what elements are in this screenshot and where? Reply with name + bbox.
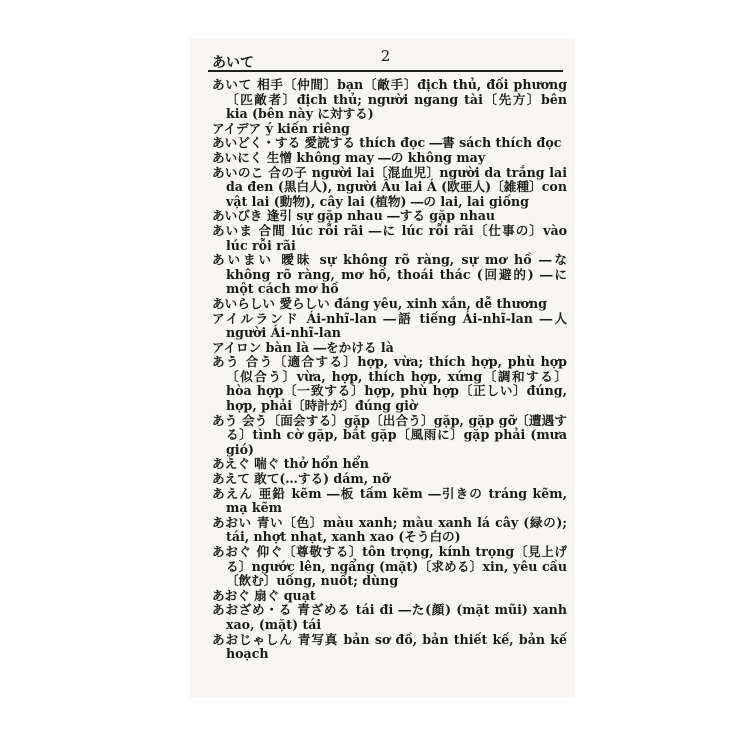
- dictionary-entry: あおぐ 仰ぐ〔尊敬する〕tôn trọng, kính trọng〔見上げる〕ngước lên, ngẩng (mặt)〔求める〕xin, yêu cầu〔飲む〕uống, nuốt; dùng: [212, 544, 567, 589]
- dictionary-entry: あいらしい 愛らしい đáng yêu, xinh xắn, dễ thương: [212, 295, 547, 311]
- page-number: 2: [380, 47, 391, 65]
- dictionary-entry: あえん 亜鉛 kẽm ―板 tấm kẽm ―引きの tráng kẽm, mạ kẽm: [212, 485, 567, 516]
- entry-list: [212, 78, 567, 662]
- dictionary-entry: あいのこ 合の子 người lai〔混血児〕người da trắng lai da đen (黒白人), người Âu lai Á (欧亜人)〔雑種〕con vật lai (動物), cây lai (植物) ―の lai, lai giống: [212, 164, 567, 209]
- dictionary-entry: あえぐ 喘ぐ thở hổn hển: [212, 456, 369, 472]
- dictionary-entry: あおざめ・る 青ざめる tái đi ―た(顔) (mặt mũi) xanh xao, (mặt) tái: [212, 602, 567, 632]
- dictionary-entry: あおぐ 扇ぐ quạt: [212, 587, 316, 603]
- dictionary-page: [190, 38, 575, 698]
- dictionary-entry: あいどく・する 愛読する thích đọc ―書 sách thích đọc: [212, 135, 562, 151]
- dictionary-entry: あいて 相手〔仲間〕bạn〔敵手〕địch thủ, đối phương〔匹敵者〕địch thủ; người ngang tài〔先方〕bên kia (bên này に対する): [212, 77, 567, 122]
- dictionary-entry: あいまい 曖昧 sự không rõ ràng, sự mơ hồ ―な không rõ ràng, mơ hồ, thoái thác (回避的) ―に một cách mơ hồ: [212, 252, 567, 297]
- running-head: あいて: [212, 55, 254, 71]
- dictionary-entry: あえて 敢て(…する) dám, nỡ: [212, 471, 391, 487]
- dictionary-entry: あう 会う〔面会する〕gặp〔出合う〕gặp, gặp gỡ〔遭遇する〕tình cờ gặp, bắt gặp〔風雨に〕gặp phải (mưa gió): [212, 412, 567, 457]
- dictionary-entry: アイルランド Ái-nhĩ-lan ―語 tiếng Ái-nhĩ-lan ―人 người Ái-nhĩ-lan: [212, 310, 567, 341]
- dictionary-entry: あいにく 生憎 không may ―の không may: [212, 149, 486, 165]
- dictionary-entry: あいま 合間 lúc rỗi rãi ―に lúc rỗi rãi〔仕事の〕vào lúc rỗi rãi: [212, 222, 567, 253]
- dictionary-entry: アイデア ý kiến riêng: [212, 120, 350, 136]
- page-header: [208, 44, 563, 72]
- dictionary-entry: あおい 青い〔色〕màu xanh; màu xanh lá cây (緑の); tái, nhợt nhạt, xanh xao (そう白の): [212, 514, 567, 545]
- dictionary-entry: あう 合う〔適合する〕hợp, vừa; thích hợp, phù hợp〔似合う〕vừa, hợp, thích hợp, xứng〔調和する〕hòa hợp〔一致する〕hợp, phù hợp〔正しい〕đúng, hợp, phải〔時計が〕đúng giờ: [212, 354, 567, 414]
- dictionary-entry: あいびき 逢引 sự gặp nhau ―する gặp nhau: [212, 208, 496, 224]
- dictionary-entry: アイロン bàn là ―をかける là: [212, 339, 394, 355]
- dictionary-entry: あおじゃしん 青写真 bản sơ đồ, bản thiết kế, bản kế hoạch: [212, 631, 567, 662]
